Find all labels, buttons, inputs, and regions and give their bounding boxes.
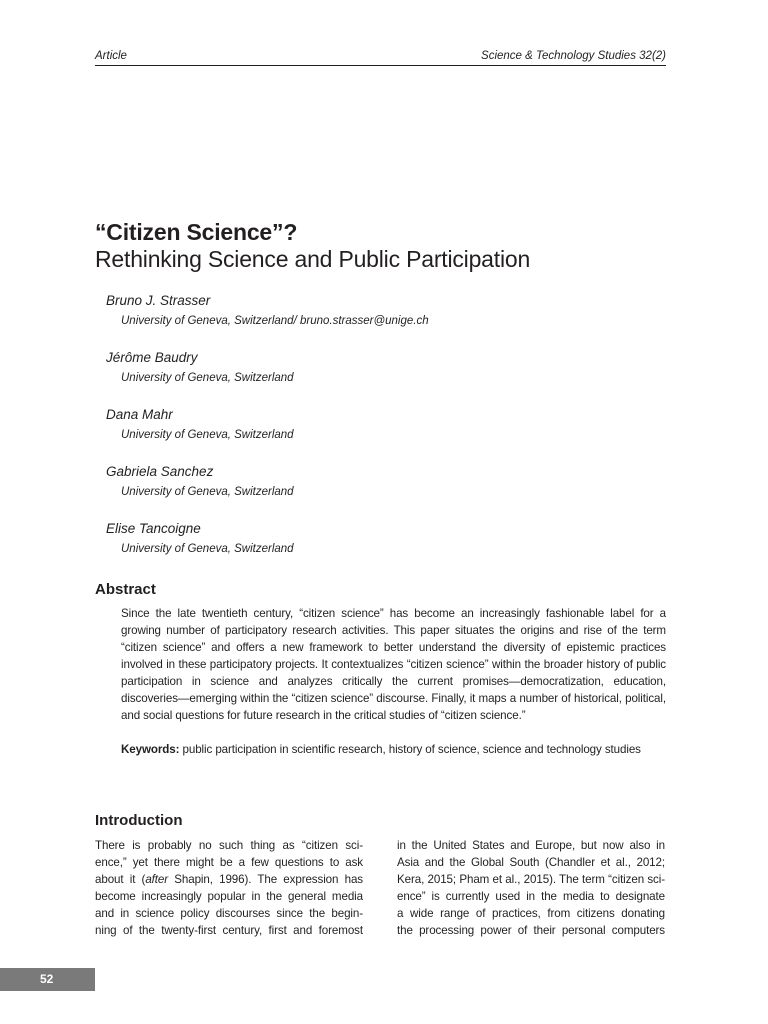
author-name: Jérôme Baudry — [106, 350, 198, 365]
article-subtitle: Rethinking Science and Public Participation — [95, 246, 531, 272]
author-name: Bruno J. Strasser — [106, 293, 211, 308]
body-line: Asia and the Global South (Chandler et al., 2012; — [397, 856, 665, 869]
author-name: Gabriela Sanchez — [106, 464, 214, 479]
body-line: Kera, 2015; Pham et al., 2015). The term “citizen sci- — [397, 873, 665, 886]
keywords-label: Keywords: — [121, 743, 180, 756]
introduction-heading: Introduction — [95, 812, 183, 829]
body-line: ence,” yet there might be a few questions to ask — [95, 856, 363, 869]
page-number-box — [0, 968, 95, 991]
body-line: the processing power of their personal computers — [397, 924, 665, 937]
abstract-heading: Abstract — [95, 581, 156, 598]
author-name: Elise Tancoigne — [106, 521, 201, 536]
body-line-end: Shapin, 1996). The expression has — [168, 873, 363, 886]
body-line: ence” is currently used in the media to designate — [397, 890, 665, 903]
keywords-text: public participation in scientific research, history of science, science and technology studies — [182, 743, 641, 756]
body-line: There is probably no such thing as “citizen sci- — [95, 839, 363, 852]
header-journal-citation: Science & Technology Studies 32(2) — [481, 50, 666, 62]
author-name: Dana Mahr — [106, 407, 173, 422]
author-affiliation: University of Geneva, Switzerland — [121, 429, 294, 441]
body-line: in the United States and Europe, but now also in — [397, 839, 665, 852]
body-line: and in science policy discourses since the begin- — [95, 907, 363, 920]
body-line-italic: after — [145, 873, 169, 886]
keywords-line — [121, 741, 681, 758]
body-line-start: about it ( — [95, 873, 146, 886]
author-affiliation: University of Geneva, Switzerland/ bruno.strasser@unige.ch — [121, 315, 429, 327]
author-affiliation: University of Geneva, Switzerland — [121, 486, 294, 498]
body-line: a wide range of practices, from citizens donating — [397, 907, 665, 920]
article-title: “Citizen Science”? — [95, 219, 298, 245]
body-line: ning of the twenty-first century, first and foremost — [95, 924, 363, 937]
introduction-column-left — [95, 837, 363, 939]
running-header — [95, 50, 666, 66]
page-number: 52 — [40, 972, 54, 986]
abstract-text: Since the late twentieth century, “citizen science” has become an increasingly fashionable label for a growing number of participatory research activities. This paper situates the origins and rise of the term “citizen science” and offers a new framework to better understand the diversity of epistemic practices involved in these participatory projects. It contextualizes “citizen science” within the broader history of public participation in science and analyzes critically the current promises—democratization, education, discoveries—emerging within the “citizen science” discourse. Finally, it maps a number of historical, political, and social questions for future research in the critical studies of “citizen science.” — [121, 607, 666, 722]
header-article-label: Article — [95, 50, 127, 62]
introduction-column-right — [397, 837, 665, 939]
author-affiliation: University of Geneva, Switzerland — [121, 372, 294, 384]
author-affiliation: University of Geneva, Switzerland — [121, 543, 294, 555]
body-line — [95, 871, 363, 888]
body-line: become increasingly popular in the general media — [95, 890, 363, 903]
